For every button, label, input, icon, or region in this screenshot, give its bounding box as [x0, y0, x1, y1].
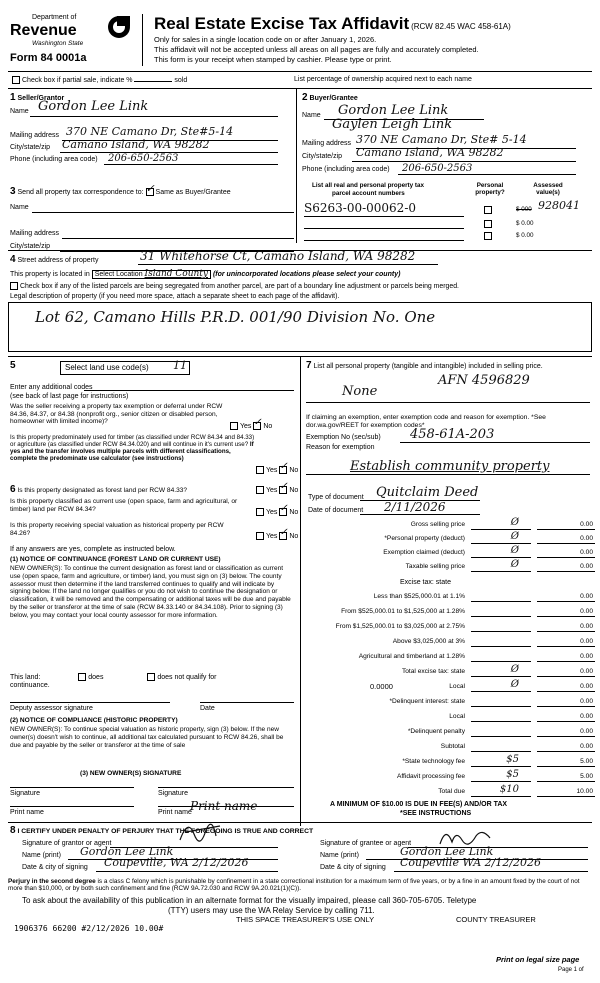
- fee-label: Taxable selling price: [405, 563, 465, 570]
- deputy-date-label: Date: [200, 705, 215, 712]
- continuance-label: continuance.: [10, 682, 50, 689]
- location-select-label: Select Location: [94, 271, 143, 278]
- exemption-question: Was the seller receiving a property tax exemption or deferral under RCW 84.36, 84.37, or 84.38 (nonprofit org., senior citizen or disabled person, homeowner with limited income)?: [10, 403, 223, 426]
- seller-city[interactable]: Camano Island, WA 98282: [62, 138, 210, 151]
- exempt-claim-label: If claiming an exemption, enter exemption code and reason for exemption. *See dor.wa.gov/REET for exemption codes*: [306, 414, 546, 429]
- technology-fee: [310, 754, 595, 768]
- fee-hw: $10: [499, 784, 519, 795]
- new-owner-sig-2-label: Signature: [158, 790, 188, 797]
- corr-name-label: Name: [10, 204, 29, 211]
- street-label: Street address of property: [17, 257, 99, 264]
- same-as-buyer-label: Same as Buyer/Grantee: [155, 189, 231, 196]
- doc-date-label: Date of document: [308, 507, 364, 514]
- legal-description-box[interactable]: [8, 302, 592, 352]
- buyer-name-label: Name: [302, 112, 321, 119]
- historic-no-checkbox[interactable]: ✓: [279, 527, 288, 538]
- doc-date[interactable]: 2/11/2026: [384, 500, 446, 514]
- same-as-buyer-checkbox[interactable]: ✓: [145, 182, 155, 196]
- fee-hw: Ø: [510, 679, 519, 690]
- personal-property-checkbox-2[interactable]: [484, 220, 492, 228]
- fee-exemption: [310, 545, 595, 559]
- buyer-name-2[interactable]: Gaylen Leigh Link: [332, 117, 453, 132]
- see-instructions: *SEE INSTRUCTIONS: [400, 810, 472, 817]
- parcels-header-1: List all real and personal property tax: [312, 182, 424, 189]
- yes-label: Yes: [266, 532, 278, 540]
- delinquent-local: [310, 713, 595, 723]
- grantor-name[interactable]: Gordon Lee Link: [80, 845, 174, 858]
- fee-hw: Ø: [510, 559, 519, 570]
- tier-label: Above $3,025,000 at 3%: [392, 638, 465, 645]
- dor-dept-label: Department of: [32, 14, 77, 21]
- timber-question-text: Is this property predominately used for timber (as classified under RCW 84.34 and 84.33) or agriculture (as classified under RCW 84.34.020) and will continue in it's current use?: [10, 434, 255, 449]
- parcel-number[interactable]: S6263-00-00062-0: [304, 201, 417, 215]
- current-use-yes-checkbox[interactable]: [256, 508, 264, 516]
- tier-label: From $525,000.01 to $1,525,000 at 1.28%: [341, 608, 465, 615]
- segregated-label: Check box if any of the listed parcels are being segregated from another parcel, are part of a boundary line adjustment or parcels being merged.: [20, 282, 459, 290]
- tier-3: [310, 623, 595, 633]
- uninc-note: (for unincorporated locations please select your county): [212, 271, 401, 278]
- perjury-bold: Perjury in the second degree: [8, 878, 96, 885]
- exempt-no-label: Exemption No (sec/sub): [306, 434, 381, 441]
- fee-label: Affidavit processing fee: [396, 773, 465, 780]
- form-number: Form 84 0001a: [10, 52, 87, 64]
- header-note-1: Only for sales in a single location code on or after January 1, 2026.: [154, 35, 377, 44]
- personal-property-checkbox-3[interactable]: [484, 232, 492, 240]
- grantor-date[interactable]: Coupeville, WA 2/12/2026: [104, 856, 249, 869]
- ownership-note: List percentage of ownership acquired next to each name: [294, 76, 472, 83]
- certify-text: I CERTIFY UNDER PENALTY OF PERJURY THAT THE FOREGOING IS TRUE AND CORRECT: [17, 828, 314, 835]
- see-back-label: (see back of last page for instructions): [10, 393, 129, 400]
- current-use-yes-no: [256, 503, 299, 517]
- alternate-format-1: To ask about the availability of this publication in an alternate format for the visually impaired, please call 360-705-6705. Teletype: [22, 896, 477, 905]
- assessed-value-1[interactable]: 928041: [538, 199, 580, 212]
- new-owner-sig-1-label: Signature: [10, 790, 40, 797]
- fee-value[interactable]: 0.00: [580, 698, 593, 705]
- fee-value[interactable]: 10.00: [576, 788, 593, 795]
- buyer-city[interactable]: Camano Island, WA 98282: [356, 146, 504, 159]
- land-use-select[interactable]: [60, 361, 190, 375]
- certify-line: 8 I CERTIFY UNDER PENALTY OF PERJURY THAT THE FOREGOING IS TRUE AND CORRECT: [10, 825, 314, 836]
- delinquent-interest: [310, 698, 595, 708]
- alternate-format-2: (TTY) users may use the WA Relay Service by calling 711.: [168, 906, 375, 915]
- affidavit-fee: [310, 769, 595, 783]
- additional-codes-label: Enter any additional codes: [10, 384, 93, 391]
- timber-question: [10, 434, 256, 463]
- fee-hw: Ø: [510, 545, 519, 556]
- excise-heading: Excise tax: state: [400, 579, 451, 586]
- exemption-yes-no: [230, 417, 273, 431]
- buyer-mailing[interactable]: 370 NE Camano Dr, Ste# 5-14: [356, 133, 527, 146]
- fee-label: Subtotal: [440, 743, 465, 750]
- forest-no-checkbox[interactable]: ✓: [279, 481, 288, 492]
- no-label: No: [289, 486, 299, 494]
- assessed-value-3[interactable]: $ 0.00: [516, 232, 534, 239]
- corr-city-label: City/state/zip: [10, 243, 51, 250]
- assessed-value-2[interactable]: $ 0.00: [516, 220, 534, 227]
- fee-label: Exemption claimed (deduct): [383, 549, 465, 556]
- yes-label: Yes: [240, 422, 252, 430]
- grantee-name-label: Name (print): [320, 852, 359, 859]
- street-address-row: 4 Street address of property 31 Whitehorse Ct, Camano Island, WA 98282: [10, 254, 590, 268]
- forest-yes-checkbox[interactable]: [256, 486, 264, 494]
- no-label: No: [289, 532, 299, 540]
- land-use-code: 11: [173, 359, 187, 372]
- grantee-date-label: Date & city of signing: [320, 864, 386, 871]
- parcels-header-2: parcel account numbers: [332, 190, 405, 197]
- new-owner-print-1-label: Print name: [10, 809, 44, 816]
- notice-continuance-title: (1) NOTICE OF CONTINUANCE (FOREST LAND OR CURRENT USE): [10, 556, 221, 563]
- notice-compliance-title: (2) NOTICE OF COMPLIANCE (HISTORIC PROPERTY): [10, 717, 178, 724]
- local-rate: 0.0000: [370, 682, 393, 691]
- grantor-sig-label: Signature of grantor or agent: [22, 840, 112, 847]
- header-note-2: This affidavit will not be accepted unless all areas on all pages are fully and accurately completed.: [154, 45, 479, 54]
- personal-property-none[interactable]: None: [342, 384, 378, 399]
- correspondence-section: 3 Send all property tax correspondence to: ✓ Same as Buyer/Grantee Name Mailing address City/state/zip: [10, 186, 294, 256]
- seller-name-label: Name: [10, 108, 29, 115]
- fee-value[interactable]: 0.00: [580, 728, 593, 735]
- historic-question: Is this property receiving special valuation as historical property per RCW 84.26?: [10, 522, 224, 537]
- buyer-heading: Buyer/Grantee: [309, 95, 358, 102]
- legal-description: Lot 62, Camano Hills P.R.D. 001/90 Division No. One: [35, 308, 436, 326]
- fee-value[interactable]: 0.00: [580, 668, 593, 675]
- no-label: No: [289, 508, 299, 516]
- segregated-checkbox[interactable]: [10, 282, 18, 290]
- assessed-struck: $ 000: [516, 206, 532, 213]
- afn-number[interactable]: AFN 4596829: [438, 373, 530, 388]
- seller-name[interactable]: Gordon Lee Link: [38, 99, 149, 114]
- dor-state-label: Washington State: [32, 40, 84, 47]
- if-yes-note: If any answers are yes, complete as instructed below.: [10, 546, 176, 553]
- buyer-mailing-label: Mailing address: [302, 140, 352, 147]
- fee-label: *State technology fee: [402, 758, 465, 765]
- tier-4: [310, 638, 595, 648]
- tier-label: From $1,525,000.01 to $3,025,000 at 2.75%: [335, 623, 465, 630]
- notice-compliance-body: NEW OWNER(S): To continue special valuation as historic property, sign (3) below. If the new owner(s) doesn't wish to continue, all additional tax calculated pursuant to RCW 84.26, shall be due and payable by the seller or transferor at the time of sale: [10, 726, 284, 749]
- grantee-date[interactable]: Coupeville WA 2/12/2026: [400, 856, 542, 869]
- tier-2: [310, 608, 595, 618]
- exempt-no[interactable]: 458-61A-203: [410, 427, 495, 442]
- partial-sale-checkbox[interactable]: [12, 76, 20, 84]
- fee-hw: Ø: [510, 531, 519, 542]
- deputy-sig-label: Deputy assessor signature: [10, 705, 93, 712]
- grantor-signature[interactable]: [176, 812, 226, 846]
- tier-value[interactable]: 0.00: [580, 638, 593, 645]
- current-use-question: Is this property classified as current use (open space, farm and agricultural, or timber) land per RCW 84.34?: [10, 498, 238, 513]
- timber-question-bold: If yes and the transfer involves multiple parcels with different classifications, complete the predominate use calculator (see instructions): [10, 441, 254, 463]
- grantor-date-label: Date & city of signing: [22, 864, 88, 871]
- current-use-no-checkbox[interactable]: ✓: [279, 503, 288, 514]
- dor-revenue-label: Revenue: [10, 22, 77, 39]
- seller-phone[interactable]: 206-650-2563: [108, 153, 179, 164]
- historic-yes-no: [256, 527, 299, 541]
- local-tax: [310, 679, 595, 693]
- treasurer-use-label: THIS SPACE TREASURER'S USE ONLY: [236, 915, 375, 924]
- tier-value[interactable]: 0.00: [580, 608, 593, 615]
- grantee-name[interactable]: Gordon Lee Link: [400, 845, 494, 858]
- personal-property-section: 7 List all personal property (tangible and intangible) included in selling price.: [306, 360, 543, 371]
- fee-gross: [310, 517, 595, 531]
- this-land-row: [10, 673, 217, 682]
- exemption-yes-checkbox[interactable]: [230, 422, 238, 430]
- does-not-qualify-checkbox[interactable]: [147, 673, 155, 681]
- grantor-signature-mark: [176, 812, 226, 846]
- page-number: Page 1 of: [558, 967, 584, 973]
- exemption-no-checkbox[interactable]: ✓: [253, 417, 262, 428]
- does-qualify-checkbox[interactable]: [78, 673, 86, 681]
- does-label: does: [88, 673, 104, 681]
- buyer-section: 2 Buyer/Grantee Name Gordon Lee Link Gaylen Leigh Link Mailing address 370 NE Camano Dr, Ste# 5-14 City/state/zip Camano Island, WA 98282 Phone (including area code) 206-650-2563: [302, 92, 590, 176]
- dor-logo: [10, 14, 138, 66]
- buyer-phone[interactable]: 206-650-2563: [402, 163, 473, 174]
- land-use-select-label: Select land use code(s): [65, 363, 149, 372]
- header-note-3: This form is your receipt when stamped by cashier. Please type or print.: [154, 55, 392, 64]
- yes-label: Yes: [266, 466, 278, 474]
- land-use-row: 5 Select land use code(s) 11: [10, 360, 294, 376]
- print-legal-note: Print on legal size page: [496, 955, 580, 964]
- fee-label: Local: [449, 683, 465, 690]
- personal-property-header: Personal property?: [475, 182, 505, 197]
- fee-value[interactable]: 0.00: [580, 683, 593, 690]
- fee-value[interactable]: 5.00: [580, 758, 593, 765]
- new-owner-print-2-label: Print name: [158, 809, 192, 816]
- tier-value[interactable]: 0.00: [580, 623, 593, 630]
- seller-city-label: City/state/zip: [10, 144, 51, 151]
- perjury-notice: [8, 878, 594, 893]
- notice-continuance-body: NEW OWNER(S): To continue the current designation as forest land or classification as current use (open space, farm and agriculture, or timber) land, you must sign on (3) below. The county assessor must then determine if the land transferred continues to qualify and will indicate by signing below. If the land no longer qualifies or you do not wish to continue the designation or classification, it will be removed and the compensating or additional taxes will be due and payable by the seller or transferor at the time of sale (RCW 84.33.140 or 84.34.108). Prior to signing (3) below, you may contact your local county assessor for more information.: [10, 565, 291, 619]
- tier-label: Less than $525,000.01 at 1.1%: [373, 593, 465, 600]
- title-text: Real Estate Excise Tax Affidavit: [154, 14, 410, 33]
- fee-label: *Delinquent interest: state: [389, 698, 465, 705]
- county-treasurer-label: COUNTY TREASURER: [456, 915, 536, 924]
- logo-swirl-icon: [108, 16, 130, 38]
- seller-section: 1 Seller/Grantor Name Gordon Lee Link Mailing address 370 NE Camano Dr, Ste#5-14 City/state/zip Camano Island, WA 98282 Phone (including area code) 206-650-2563: [10, 92, 294, 172]
- fee-taxable: [310, 559, 595, 573]
- does-not-label: does not qualify for: [157, 673, 217, 681]
- tier-value[interactable]: 0.00: [580, 593, 593, 600]
- fee-value[interactable]: 0.00: [580, 743, 593, 750]
- subtotal: [310, 743, 595, 753]
- fee-value[interactable]: 0.00: [580, 549, 593, 556]
- delinquent-penalty: [310, 728, 595, 738]
- rcw-reference: (RCW 82.45 WAC 458-61A): [411, 22, 511, 31]
- correspondence-label: Send all property tax correspondence to:: [17, 189, 144, 196]
- fee-label: Gross selling price: [410, 521, 465, 528]
- parcels-table: [302, 182, 590, 246]
- fee-label: *Delinquent penalty: [407, 728, 465, 735]
- assessed-header: Assessed value(s): [533, 182, 563, 197]
- partial-sale-row: [12, 76, 187, 85]
- located-label: This property is located in: [10, 271, 90, 278]
- fee-hw: $5: [506, 769, 519, 780]
- location-select[interactable]: [92, 270, 211, 279]
- buyer-phone-label: Phone (including area code): [302, 166, 390, 173]
- fee-label: Total excise tax: state: [401, 668, 465, 675]
- fee-label: Total due: [438, 788, 465, 795]
- legal-label: Legal description of property (if you need more space, attach a separate sheet to each page of the affidavit).: [10, 293, 340, 300]
- forest-question: 6 Is this property designated as forest land per RCW 84.33?: [10, 484, 188, 495]
- fee-label: *Personal property (deduct): [384, 535, 465, 542]
- seller-mailing[interactable]: 370 NE Camano Dr, Ste#5-14: [66, 125, 234, 138]
- minimum-due-note: A MINIMUM OF $10.00 IS DUE IN FEE(S) AND/OR TAX: [330, 801, 508, 808]
- new-owner-sig-title: (3) NEW OWNER(S) SIGNATURE: [80, 770, 182, 777]
- total-due: [310, 784, 595, 798]
- fee-value[interactable]: 0.00: [580, 563, 593, 570]
- reason-label: Reason for exemption: [306, 444, 375, 451]
- fee-personal: [310, 531, 595, 545]
- yes-label: Yes: [266, 486, 278, 494]
- fee-hw: Ø: [510, 517, 519, 528]
- this-land-label: This land:: [10, 673, 41, 681]
- buyer-name-1[interactable]: Gordon Lee Link: [338, 103, 449, 118]
- fee-hw: $5: [506, 754, 519, 765]
- timber-yes-no: [256, 461, 299, 475]
- timber-no-checkbox[interactable]: ✓: [279, 461, 288, 472]
- total-state: [310, 664, 595, 678]
- segregated-row: [10, 282, 459, 291]
- fee-label: Local: [449, 713, 465, 720]
- grantee-sig-label: Signature of grantee or agent: [320, 840, 412, 847]
- no-label: No: [263, 422, 273, 430]
- seller-mailing-label: Mailing address: [10, 132, 60, 139]
- perjury-text: is a class C felony which is punishable by confinement in a state correctional institution for a maximum term of five years, or by a fine in an amount fixed by the court of not more than $10,000, or by both such confinement and fine (RCW 9A.72.030 and RCW 9A.20.021(1)(C)).: [8, 878, 580, 893]
- tier-5: [310, 653, 595, 663]
- doc-type-label: Type of document: [308, 494, 364, 501]
- fee-value[interactable]: 0.00: [580, 713, 593, 720]
- seller-heading: Seller/Grantor: [17, 95, 65, 102]
- forest-question-text: Is this property designated as forest land per RCW 84.33?: [17, 487, 188, 494]
- location-handwritten: Island County: [144, 269, 208, 279]
- historic-yes-checkbox[interactable]: [256, 532, 264, 540]
- buyer-city-label: City/state/zip: [302, 153, 343, 160]
- tier-value[interactable]: 0.00: [580, 653, 593, 660]
- tier-label: Agricultural and timberland at 1.28%: [358, 653, 465, 660]
- location-row: [10, 269, 400, 279]
- timber-yes-checkbox[interactable]: [256, 466, 264, 474]
- personal-property-checkbox-1[interactable]: [484, 206, 492, 214]
- form-title: [154, 14, 511, 34]
- sold-label: sold: [174, 76, 188, 84]
- partial-sale-label: Check box if partial sale, indicate %: [22, 76, 133, 84]
- forest-yes-no: [256, 481, 299, 495]
- fee-hw: Ø: [510, 664, 519, 675]
- tier-1: [310, 593, 595, 603]
- print-name-handwritten: Print name: [190, 799, 258, 813]
- doc-type[interactable]: Quitclaim Deed: [376, 485, 479, 500]
- personal-property-label: List all personal property (tangible and intangible) included in selling price.: [313, 363, 543, 370]
- yes-label: Yes: [266, 508, 278, 516]
- treasurer-stamp: 1906376 66200 #2/12/2026 10.00#: [14, 924, 164, 933]
- seller-phone-label: Phone (including area code): [10, 156, 98, 163]
- fee-value[interactable]: 0.00: [580, 535, 593, 542]
- fee-value[interactable]: 5.00: [580, 773, 593, 780]
- corr-mailing-label: Mailing address: [10, 230, 60, 237]
- fee-value[interactable]: 0.00: [580, 521, 593, 528]
- street-address[interactable]: 31 Whitehorse Ct, Camano Island, WA 98282: [140, 249, 416, 263]
- grantor-name-label: Name (print): [22, 852, 61, 859]
- no-label: No: [289, 466, 299, 474]
- reason[interactable]: Establish community property: [350, 459, 550, 474]
